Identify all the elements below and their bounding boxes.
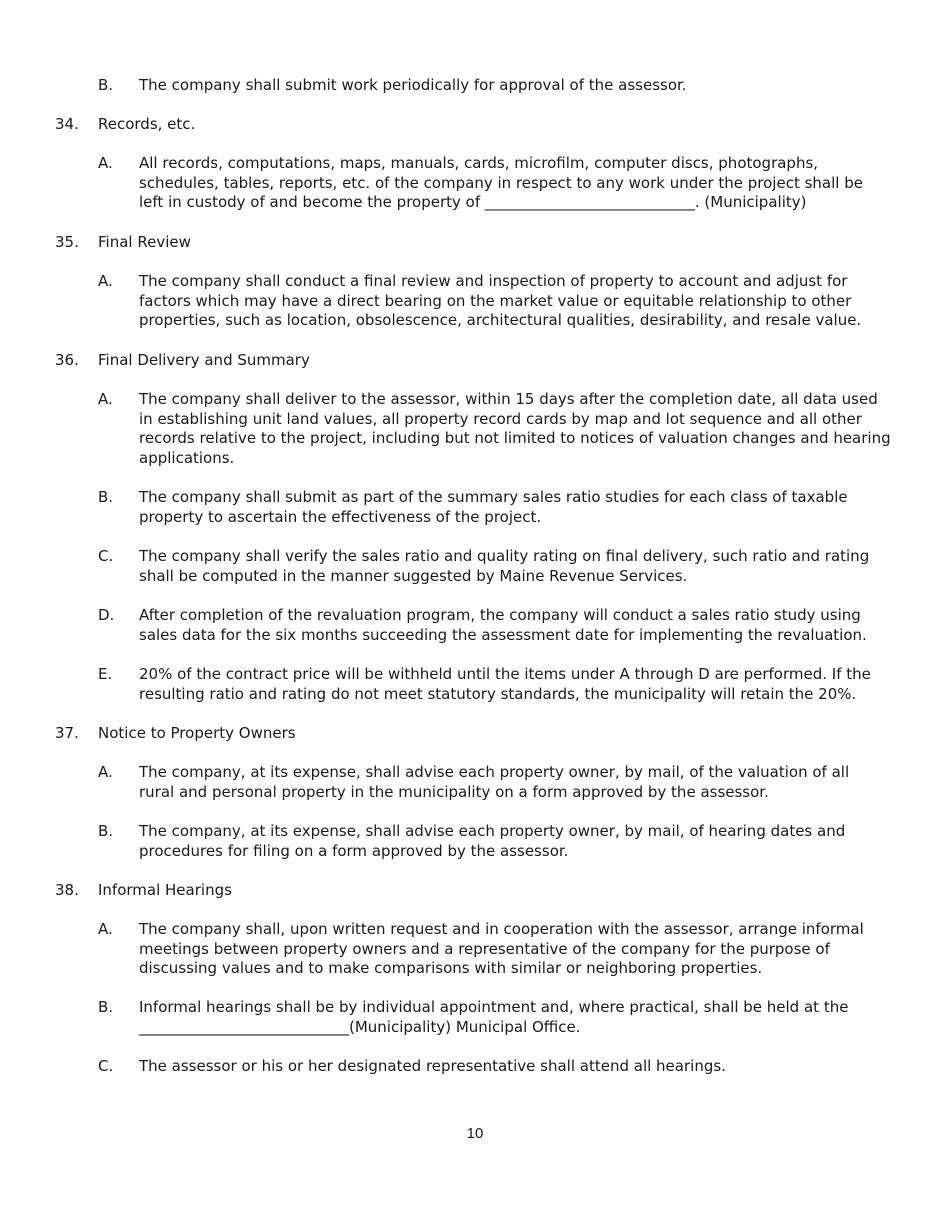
section-number: 35. [55,233,79,251]
top-item-b [98,76,898,96]
section-36-heading [55,351,555,371]
item-text: The company shall submit work periodically for approval of the assessor. [139,76,687,94]
section-36-item-e [98,665,898,705]
item-text: After completion of the revaluation program, the company will conduct a sales ratio study using sales data for the six months succeeding the assessment date for implementing the revaluation. [139,606,867,644]
section-36-item-d [98,606,898,646]
item-label: C. [98,547,114,565]
section-37-heading [55,724,555,744]
item-label: B. [98,76,114,94]
section-title: Informal Hearings [98,881,232,899]
item-text: The company shall deliver to the assessor, within 15 days after the completion date, all data used in establishing unit land values, all property record cards by map and lot sequence and all other records relative to the project, including but not limited to notices of valuation changes and hearing applications. [139,390,891,467]
item-label: E. [98,665,113,683]
item-label: B. [98,998,114,1016]
section-38-item-a [98,920,898,980]
item-text: The company, at its expense, shall advise each property owner, by mail, of the valuation of all rural and personal property in the municipality on a form approved by the assessor. [139,763,850,801]
item-text: The company shall submit as part of the summary sales ratio studies for each class of taxable property to ascertain the effectiveness of the project. [139,488,848,526]
item-text: The company shall verify the sales ratio and quality rating on final delivery, such ratio and rating shall be computed in the manner suggested by Maine Revenue Services. [139,547,870,585]
section-34-item-a [98,154,898,214]
section-number: 36. [55,351,79,369]
section-number: 34. [55,115,79,133]
section-36-item-a [98,390,898,470]
section-number: 37. [55,724,79,742]
item-text: Informal hearings shall be by individual appointment and, where practical, shall be held at the ____________________________(Municipality) Municipal Office. [139,998,849,1036]
section-number: 38. [55,881,79,899]
section-35-heading [55,233,555,253]
section-38-heading [55,881,555,901]
section-37-item-b [98,822,898,862]
item-label: B. [98,488,114,506]
section-35-item-a [98,272,898,332]
item-label: C. [98,1057,114,1075]
section-37-item-a [98,763,898,803]
section-36-item-b [98,488,898,528]
item-text: The company shall conduct a final review and inspection of property to account and adjust for factors which may have a direct bearing on the market value or equitable relationship to other properties, such as location, obsolescence, architectural qualities, desirability, and resale value. [139,272,862,330]
section-title: Final Review [98,233,191,251]
item-label: A. [98,390,113,408]
section-title: Records, etc. [98,115,196,133]
item-text: The company, at its expense, shall advise each property owner, by mail, of hearing dates and procedures for filing on a form approved by the assessor. [139,822,846,860]
section-34-heading [55,115,555,135]
item-text: 20% of the contract price will be withheld until the items under A through D are performed. If the resulting ratio and rating do not meet statutory standards, the municipality will retain the 20%. [139,665,871,703]
section-38-item-c [98,1057,898,1077]
section-38-item-b [98,998,898,1038]
item-text: All records, computations, maps, manuals, cards, microfilm, computer discs, photographs, schedules, tables, reports, etc. of the company in respect to any work under the project shall be left in custody of and become the property of ____________________________. (Municipality) [139,154,863,212]
section-title: Final Delivery and Summary [98,351,310,369]
item-text: The assessor or his or her designated representative shall attend all hearings. [139,1057,726,1075]
item-text: The company shall, upon written request and in cooperation with the assessor, arrange informal meetings between property owners and a representative of the company for the purpose of discussing values and to make comparisons with similar or neighboring properties. [139,920,864,978]
item-label: A. [98,763,113,781]
page-number: 10 [466,1125,484,1142]
item-label: A. [98,272,113,290]
item-label: D. [98,606,115,624]
item-label: A. [98,154,113,172]
item-label: A. [98,920,113,938]
section-title: Notice to Property Owners [98,724,296,742]
item-label: B. [98,822,114,840]
section-36-item-c [98,547,898,587]
